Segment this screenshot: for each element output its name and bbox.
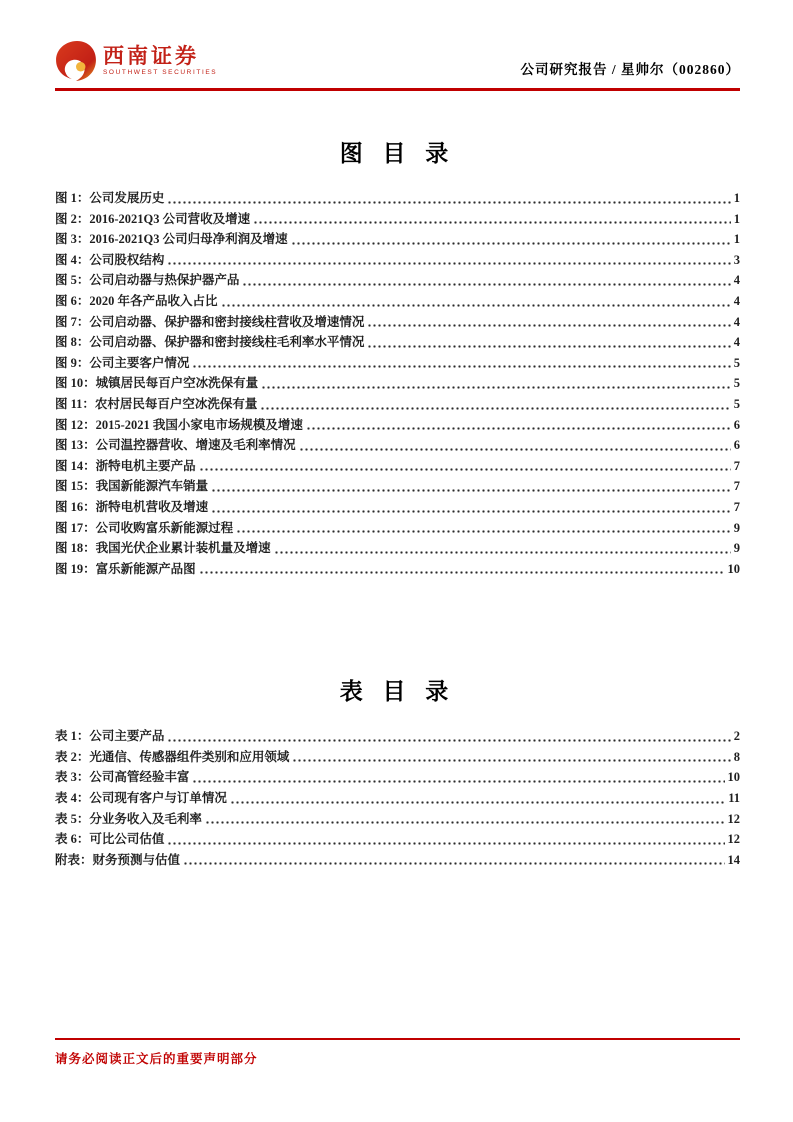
toc-entry-page: 4 — [733, 314, 740, 329]
dot-leader — [230, 788, 725, 809]
dot-leader — [205, 809, 725, 830]
southwest-securities-flame-icon — [55, 40, 97, 82]
figure-toc-entry — [55, 559, 740, 580]
dot-leader — [183, 850, 724, 871]
dot-leader — [167, 726, 730, 747]
toc-entry-text: 表 1：公司主要产品 — [55, 729, 165, 744]
toc-entry-text: 图 18：我国光伏企业累计装机量及增速 — [55, 541, 271, 556]
dot-leader — [192, 353, 730, 374]
figure-toc-entry — [55, 415, 740, 436]
dot-leader — [274, 538, 731, 559]
table-toc-entry — [55, 767, 740, 788]
table-toc-entry — [55, 829, 740, 850]
toc-entry-text: 图 13：公司温控器营收、增速及毛利率情况 — [55, 438, 296, 453]
dot-leader — [199, 456, 731, 477]
toc-entry-page: 12 — [727, 832, 740, 847]
figure-toc-entry — [55, 373, 740, 394]
toc-entry-page: 4 — [733, 273, 740, 288]
toc-entry-page: 6 — [733, 417, 740, 432]
toc-entry-page: 7 — [733, 499, 740, 514]
figure-toc-entry — [55, 188, 740, 209]
toc-entry-page: 10 — [727, 561, 740, 576]
toc-entry-text: 图 17：公司收购富乐新能源过程 — [55, 520, 234, 535]
dot-leader — [199, 559, 725, 580]
toc-entry-text: 图 14：浙特电机主要产品 — [55, 458, 196, 473]
toc-entry-page: 5 — [733, 396, 740, 411]
dot-leader — [167, 250, 730, 271]
toc-entry-text: 图 11：农村居民每百户空冰洗保有量 — [55, 396, 258, 411]
table-toc-entry — [55, 809, 740, 830]
dot-leader — [299, 435, 731, 456]
figure-toc-entry — [55, 476, 740, 497]
figure-toc-title: 图 目 录 — [339, 141, 456, 166]
figure-toc-entry — [55, 353, 740, 374]
toc-entry-text: 表 6：可比公司估值 — [55, 832, 165, 847]
table-toc-entry — [55, 788, 740, 809]
toc-entry-page: 14 — [727, 852, 740, 867]
logo-text — [103, 43, 218, 77]
figure-toc-entry — [55, 270, 740, 291]
toc-entry-text: 图 7：公司启动器、保护器和密封接线柱营收及增速情况 — [55, 314, 365, 329]
table-toc-title: 表 目 录 — [339, 679, 456, 705]
table-toc-entry — [55, 747, 740, 768]
logo-english-name: SOUTHWEST SECURITIES — [103, 68, 218, 76]
figure-toc-entry — [55, 538, 740, 559]
toc-entry-page: 7 — [733, 458, 740, 473]
toc-entry-page: 6 — [733, 438, 740, 453]
toc-entry-text: 图 8：公司启动器、保护器和密封接线柱毛利率水平情况 — [55, 335, 365, 350]
toc-entry-page: 5 — [733, 355, 740, 370]
table-toc-entry — [55, 850, 740, 871]
page-footer — [55, 1038, 740, 1067]
toc-entry-text: 图 10：城镇居民每百户空冰洗保有量 — [55, 376, 259, 391]
figure-toc-entry — [55, 209, 740, 230]
figure-toc-entry — [55, 497, 740, 518]
figure-toc-entry — [55, 312, 740, 333]
dot-leader — [167, 829, 724, 850]
figure-toc-entry — [55, 229, 740, 250]
page-header — [55, 40, 740, 91]
figure-toc-list — [55, 188, 740, 579]
table-toc-entry — [55, 726, 740, 747]
dot-leader — [291, 229, 731, 250]
logo-chinese-name: 西南证券 — [103, 43, 199, 68]
figure-toc-entry — [55, 291, 740, 312]
toc-entry-text: 表 5：分业务收入及毛利率 — [55, 811, 202, 826]
dot-leader — [367, 312, 730, 333]
toc-entry-page: 9 — [733, 520, 740, 535]
toc-entry-text: 图 2：2016-2021Q3 公司营收及增速 — [55, 211, 251, 226]
toc-entry-text: 图 12：2015-2021 我国小家电市场规模及增速 — [55, 417, 303, 432]
toc-entry-text: 表 3：公司高管经验丰富 — [55, 770, 190, 785]
dot-leader — [167, 188, 730, 209]
dot-leader — [211, 497, 731, 518]
dot-leader — [211, 476, 731, 497]
toc-entry-page: 8 — [733, 749, 740, 764]
toc-entry-text: 图 19：富乐新能源产品图 — [55, 561, 196, 576]
figure-toc-entry — [55, 394, 740, 415]
figure-toc-entry — [55, 250, 740, 271]
toc-entry-text: 图 4：公司股权结构 — [55, 252, 165, 267]
figure-toc-entry — [55, 518, 740, 539]
dot-leader — [261, 373, 731, 394]
dot-leader — [253, 209, 731, 230]
company-logo — [55, 40, 217, 82]
table-toc-list — [55, 726, 740, 870]
toc-entry-text: 图 6：2020 年各产品收入占比 — [55, 293, 218, 308]
dot-leader — [236, 518, 731, 539]
toc-entry-page: 10 — [727, 770, 740, 785]
toc-entry-page: 1 — [733, 232, 740, 247]
dot-leader — [221, 291, 731, 312]
toc-entry-page: 1 — [733, 191, 740, 205]
toc-entry-page: 4 — [733, 335, 740, 350]
dot-leader — [192, 767, 724, 788]
toc-entry-page: 4 — [733, 293, 740, 308]
toc-entry-page: 1 — [733, 211, 740, 226]
toc-entry-text: 表 2：光通信、传感器组件类别和应用领域 — [55, 749, 290, 764]
dot-leader — [306, 415, 731, 436]
figure-toc-entry — [55, 456, 740, 477]
toc-entry-page: 7 — [733, 479, 740, 494]
toc-entry-page: 9 — [733, 541, 740, 556]
dot-leader — [242, 270, 730, 291]
toc-entry-text: 图 3：2016-2021Q3 公司归母净利润及增速 — [55, 232, 288, 247]
toc-entry-text: 图 16：浙特电机营收及增速 — [55, 499, 209, 514]
toc-entry-page: 3 — [733, 252, 740, 267]
toc-entry-text: 图 9：公司主要客户情况 — [55, 355, 190, 370]
toc-entry-text: 附表：财务预测与估值 — [55, 852, 181, 867]
toc-entry-page: 11 — [728, 791, 740, 806]
dot-leader — [292, 747, 730, 768]
toc-entry-page: 2 — [733, 729, 740, 744]
disclaimer-text: 请务必阅读正文后的重要声明部分 — [55, 1052, 258, 1066]
toc-entry-text: 图 5：公司启动器与热保护器产品 — [55, 273, 240, 288]
dot-leader — [367, 332, 730, 353]
toc-entry-page: 12 — [727, 811, 740, 826]
report-type-label: 公司研究报告 / 星帅尔（002860） — [520, 62, 740, 77]
toc-entry-text: 图 15：我国新能源汽车销量 — [55, 479, 209, 494]
toc-entry-page: 5 — [733, 376, 740, 391]
dot-leader — [260, 394, 730, 415]
toc-entry-text: 图 1：公司发展历史 — [55, 191, 165, 205]
figure-toc-entry — [55, 435, 740, 456]
toc-entry-text: 表 4：公司现有客户与订单情况 — [55, 791, 227, 806]
figure-toc-entry — [55, 332, 740, 353]
